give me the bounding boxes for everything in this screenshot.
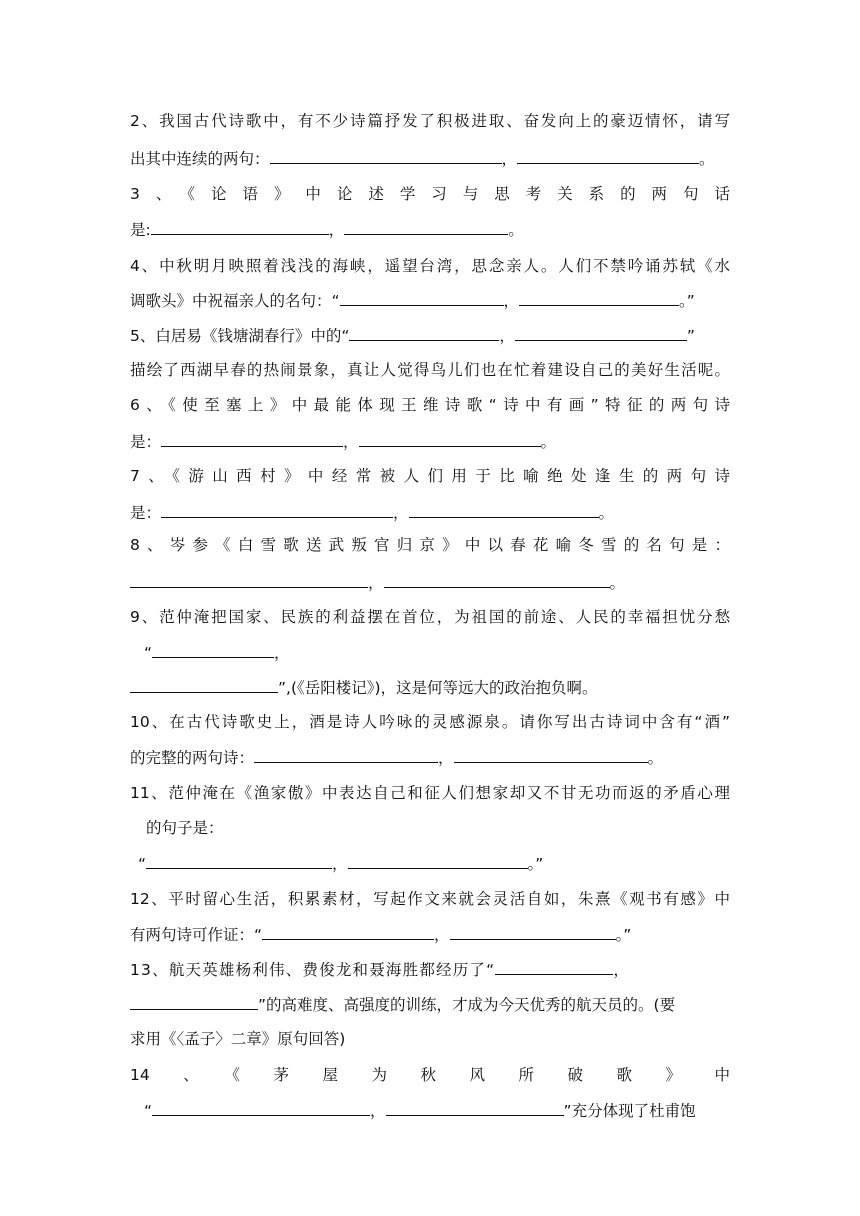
comma: ， [274, 644, 290, 662]
question-8-line-1: 8、岑参《白雪歌送武叛官归京》中以春花喻冬雪的名句是： [130, 536, 730, 554]
opening-quote: “ [144, 1102, 153, 1120]
question-11-line-3 [138, 850, 738, 876]
period: 。” [527, 855, 544, 873]
question-11-line-1: 11、范仲淹在《渔家傲》中表达自己和征人们想家却又不甘无功而返的矛盾心理 [130, 784, 730, 802]
question-3-prefix: 是: [130, 221, 151, 239]
period: 。” [679, 292, 695, 310]
period: 。 [508, 221, 524, 239]
question-12-prefix: 有两句诗可作证：“ [130, 926, 263, 944]
answer-blank[interactable] [359, 428, 541, 447]
comma: ， [370, 1102, 386, 1120]
question-9-suffix: ”,(《岳阳楼记》)，这是何等远大的政治抱负啊。 [278, 679, 598, 697]
question-10-line-2 [130, 744, 730, 770]
answer-blank[interactable] [130, 674, 278, 693]
period: 。 [647, 749, 664, 767]
comma: ， [613, 961, 629, 979]
question-2-line-2 [130, 145, 730, 171]
answer-blank[interactable] [130, 991, 258, 1010]
answer-blank[interactable] [344, 216, 508, 235]
period: 。” [615, 926, 632, 944]
question-7-line-2 [130, 499, 730, 525]
question-9-line-1: 9、范仲淹把国家、民族的利益摆在首位，为祖国的前途、人民的幸福担忧分愁 [130, 608, 730, 626]
question-13-line-1 [130, 956, 730, 982]
question-5-line-1 [130, 322, 730, 348]
comma: ， [499, 327, 515, 345]
answer-blank[interactable] [519, 287, 679, 306]
question-14-line-1: 14、《茅屋为秋风所破歌》中 [130, 1066, 730, 1084]
answer-blank[interactable] [262, 921, 434, 940]
opening-quote: “ [144, 644, 153, 662]
question-6-prefix: 是： [130, 433, 162, 451]
comma: ， [368, 574, 384, 592]
answer-blank[interactable] [161, 428, 343, 447]
comma: ， [393, 504, 409, 522]
answer-blank[interactable] [340, 287, 504, 306]
question-14-line-2 [144, 1097, 730, 1123]
comma: ， [438, 749, 454, 767]
question-7-prefix: 是： [130, 504, 162, 522]
answer-blank[interactable] [151, 216, 329, 235]
answer-blank[interactable] [386, 1097, 564, 1116]
question-12-line-2 [130, 921, 730, 947]
question-4-prefix: 调歌头》中祝福亲人的名句：“ [130, 292, 340, 310]
question-10-line-1: 10、在古代诗歌史上，酒是诗人吟咏的灵感源泉。请你写出古诗词中含有“酒” [130, 713, 730, 731]
question-9-line-2 [144, 639, 744, 665]
question-8-line-2 [130, 569, 730, 595]
answer-blank[interactable] [152, 639, 274, 658]
answer-blank[interactable] [130, 569, 368, 588]
comma: ， [343, 433, 359, 451]
question-11-line-2: 的句子是： [146, 819, 224, 837]
question-5-prefix: 5、白居易《钱塘湖春行》中的“ [130, 327, 350, 345]
answer-blank[interactable] [146, 850, 332, 869]
answer-blank[interactable] [454, 744, 648, 763]
question-2-line-1: 2、我国古代诗歌中，有不少诗篇抒发了积极进取、奋发向上的豪迈情怀，请写 [130, 112, 730, 130]
period: 。 [609, 574, 626, 592]
question-2-prefix: 出其中连续的两句： [130, 150, 270, 168]
question-3-line-1: 3、《论语》中论述学习与思考关系的两句话 [130, 185, 730, 203]
answer-blank[interactable] [254, 744, 438, 763]
answer-blank[interactable] [517, 145, 699, 164]
period: 。 [540, 433, 557, 451]
answer-blank[interactable] [270, 145, 502, 164]
answer-blank[interactable] [409, 499, 599, 518]
question-13-prefix: 13、航天英雄杨利伟、费俊龙和聂海胜都经历了“ [130, 961, 496, 979]
question-4-line-2 [130, 287, 730, 313]
question-13-line-2 [130, 991, 730, 1017]
question-9-line-3 [130, 674, 730, 700]
answer-blank[interactable] [495, 956, 613, 975]
question-7-line-1: 7、《游山西村》中经常被人们用于比喻绝处逢生的两句诗 [130, 467, 730, 485]
comma: ， [434, 926, 450, 944]
comma: ， [328, 221, 345, 239]
answer-blank[interactable] [515, 322, 687, 341]
answer-blank[interactable] [152, 1097, 370, 1116]
opening-quote: “ [138, 855, 147, 873]
question-5-line-2: 描绘了西湖早春的热闹景象，真让人觉得鸟儿们也在忙着建设自己的美好生活呢。 [130, 361, 730, 379]
question-14-suffix: ”充分体现了杜甫饱 [563, 1102, 696, 1120]
question-10-prefix: 的完整的两句诗： [130, 749, 255, 767]
question-13-suffix: ”的高难度、高强度的训练，才成为今天优秀的航天员的。(要 [258, 996, 676, 1014]
closing-quote: ” [686, 327, 695, 345]
question-4-line-1: 4、中秋明月映照着浅浅的海峡，遥望台湾，思念亲人。人们不禁吟诵苏轼《水 [130, 257, 730, 275]
period: 。 [699, 150, 715, 168]
question-13-line-3: 求用《〈孟子〉二章》原句回答) [130, 1030, 346, 1048]
question-6-line-1: 6、《使至塞上》中最能体现王维诗歌“诗中有画”特征的两句诗 [130, 396, 730, 414]
answer-blank[interactable] [348, 850, 528, 869]
question-12-line-1: 12、平时留心生活，积累素材，写起作文来就会灵活自如，朱熹《观书有感》中 [130, 890, 730, 908]
comma: ， [503, 292, 520, 310]
answer-blank[interactable] [349, 322, 499, 341]
period: 。 [598, 504, 615, 522]
comma: ， [332, 855, 348, 873]
answer-blank[interactable] [161, 499, 393, 518]
answer-blank[interactable] [450, 921, 616, 940]
question-3-line-2 [130, 216, 730, 242]
comma: ， [501, 150, 518, 168]
answer-blank[interactable] [384, 569, 610, 588]
question-6-line-2 [130, 428, 730, 454]
